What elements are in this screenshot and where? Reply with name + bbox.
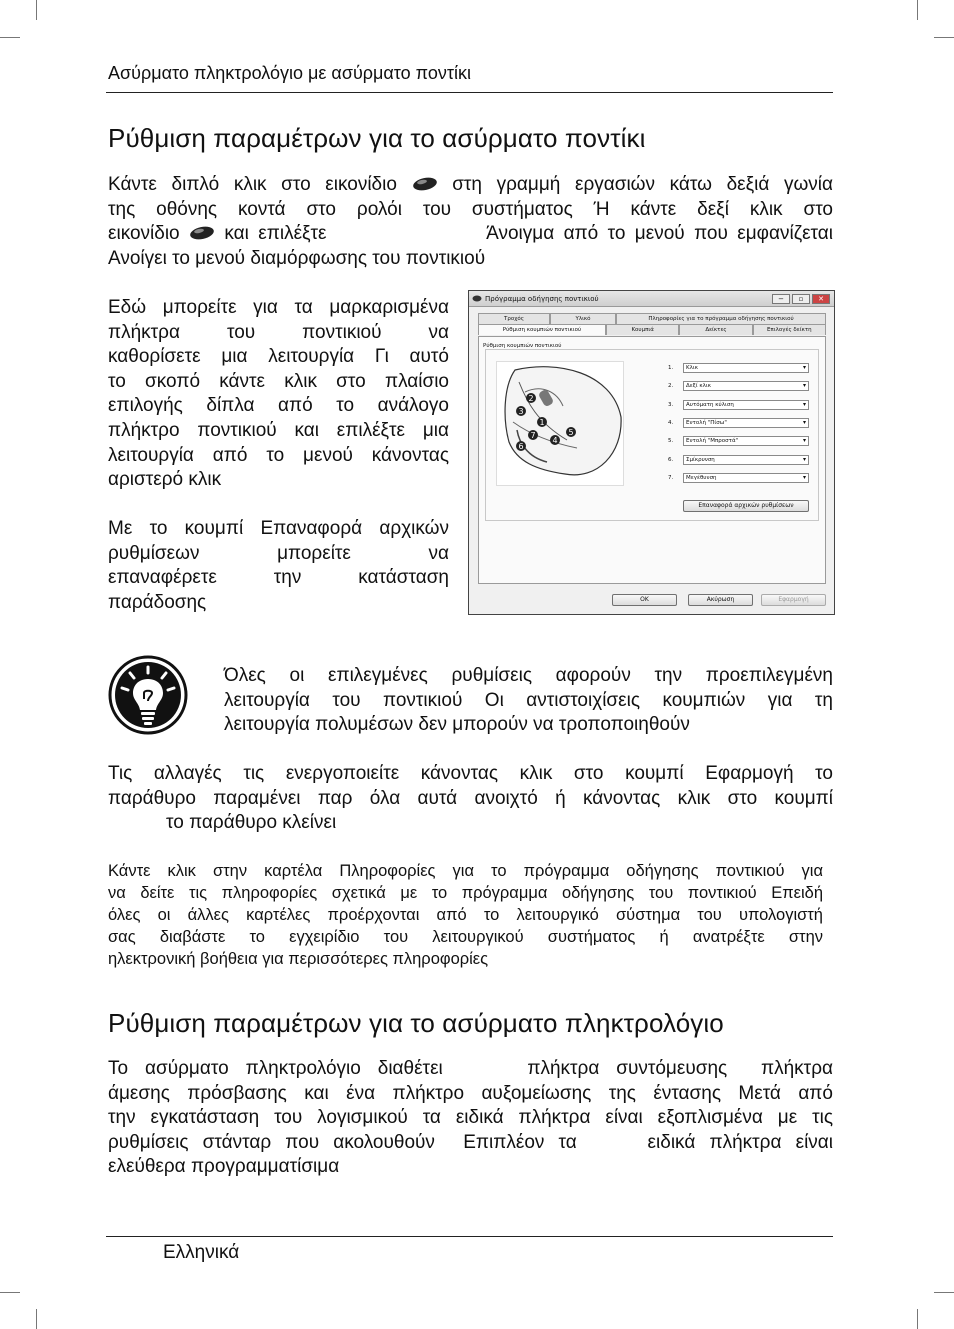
- tab-wheel[interactable]: Τροχός: [478, 313, 550, 324]
- crop-mark: [934, 37, 954, 38]
- mouse-driver-dialog: [468, 290, 835, 615]
- keyboard-paragraph: [108, 1057, 833, 1180]
- intro-paragraph: [108, 173, 833, 271]
- footer-language: Ελληνικά: [163, 1242, 240, 1263]
- tab-hardware[interactable]: Υλικό: [550, 313, 616, 324]
- dialog-title: Πρόγραμμα οδήγησης ποντικιού: [485, 295, 599, 303]
- mouse-label: 3: [518, 407, 524, 416]
- note-paragraph: [224, 664, 833, 738]
- ok-button[interactable]: OK: [612, 594, 677, 606]
- text-line: εικονίδιο και επιλέξτε Άνοιγμα από το μενού που εμφανίζεται: [108, 223, 833, 245]
- section-heading-mouse: Ρύθμιση παραμέτρων για το ασύρματο ποντίκι: [108, 123, 646, 153]
- mouse-label: 5: [568, 428, 574, 437]
- dialog-tabs: [478, 313, 826, 335]
- section-heading-keyboard: Ρύθμιση παραμέτρων για το ασύρματο πληκτρολόγιο: [108, 1008, 724, 1038]
- running-header: Ασύρματο πληκτρολόγιο με ασύρματο ποντίκι: [108, 63, 471, 83]
- lightbulb-tip-icon: [108, 655, 188, 735]
- text-line: επιλογής δίπλα από το ανάλογο: [108, 395, 449, 417]
- text-line: λειτουργία από το μενού κάνοντας: [108, 444, 449, 466]
- text-line: Τις αλλαγές τις ενεργοποιείτε κάνοντας κλικ στο κουμπί Εφαρμογή το: [108, 763, 833, 784]
- text-line: παράθυρο παραμένει παρ όλα αυτά ανοιχτό ή κάνοντας κλικ στο κουμπί: [108, 787, 833, 809]
- text-line: Εδώ μπορείτε για τα μαρκαρισμένα: [108, 297, 449, 318]
- crop-mark: [917, 1309, 918, 1329]
- button-2-select[interactable]: Δεξί κλικ ▾: [683, 381, 809, 391]
- text-line: ρυθμίσεων μπορείτε να: [108, 542, 449, 564]
- text-line: παράδοσης: [108, 591, 207, 613]
- row-number: 6.: [668, 457, 674, 463]
- apply-paragraph: [108, 762, 833, 836]
- cancel-button[interactable]: Ακύρωση: [688, 594, 753, 606]
- tab-pointers[interactable]: Δείκτες: [679, 324, 752, 335]
- text-line: το παράθυρο κλείνει: [166, 812, 337, 834]
- text-line: λειτουργία πολυμέσων δεν μπορούν να τροποποιηθούν: [224, 714, 690, 736]
- mouse-tray-icon: [412, 177, 438, 191]
- crop-mark: [36, 0, 37, 20]
- text-line: λειτουργία του ποντικιού Οι αντιστοιχίσεις κουμπιών για τη: [224, 689, 833, 711]
- driver-info-paragraph: [108, 860, 823, 970]
- button-5-select[interactable]: Εντολή "Μπροστά" ▾: [683, 436, 809, 446]
- crop-mark: [0, 37, 20, 38]
- button-1-select[interactable]: Κλικ ▾: [683, 363, 809, 373]
- apply-button[interactable]: Εφαρμογή: [761, 594, 826, 606]
- crop-mark: [0, 1292, 20, 1293]
- text-line: όλες οι άλλες καρτέλες προέρχονται από το λειτουργικό σύστημα του υπολογιστή: [108, 906, 823, 924]
- text-line: επαναφέρετε την κατάσταση: [108, 567, 449, 589]
- close-button[interactable]: ✕: [812, 294, 830, 304]
- text-line: άμεσης πρόσβασης και ένα πλήκτρο αυξομείωσης της έντασης Μετά από: [108, 1082, 833, 1104]
- minimize-button[interactable]: −: [772, 294, 790, 304]
- button-7-select[interactable]: Μεγέθυνση ▾: [683, 473, 809, 483]
- tab-buttons[interactable]: Κουμπιά: [606, 324, 679, 335]
- text-line: πλήκτρο ποντικιού και επιλέξτε μια: [108, 419, 449, 441]
- mouse-label: 7: [530, 431, 536, 440]
- text-line: ρυθμίσεις στάνταρ που ακολουθούν Επιπλέον τα ειδικά πλήκτρα είναι: [108, 1131, 833, 1153]
- group-label: Ρύθμιση κουμπιών ποντικιού: [483, 343, 562, 349]
- crop-mark: [36, 1309, 37, 1329]
- maximize-button[interactable]: ▫: [792, 294, 810, 304]
- row-number: 7.: [668, 475, 674, 481]
- text-line: Κάντε κλικ στην καρτέλα Πληροφορίες για το πρόγραμμα οδήγησης ποντικιού για: [108, 862, 823, 880]
- button-4-select[interactable]: Εντολή "Πίσω" ▾: [683, 418, 809, 428]
- mouse-illustration: [496, 361, 624, 486]
- row-number: 4.: [668, 420, 674, 426]
- row-number: 2.: [668, 383, 674, 389]
- footer-rule: [106, 1236, 833, 1237]
- tab-button-settings[interactable]: Ρύθμιση κουμπιών ποντικιού: [478, 324, 606, 335]
- text-line: το σκοπό κάντε κλικ στο πλαίσιο: [108, 370, 449, 392]
- text-line: την εγκατάσταση του λογισμικού τα ειδικά πλήκτρα είναι εξοπλισμένα με τις: [108, 1107, 833, 1129]
- reset-paragraph: [108, 517, 449, 615]
- text-line: να δείτε τις πληροφορίες σχετικά με το πρόγραμμα οδήγησης του ποντικιού Επειδή: [108, 884, 823, 902]
- mouse-label: 4: [552, 436, 558, 445]
- mouse-label: 6: [518, 442, 524, 451]
- text-line: ελεύθερα προγραμματίσιμα: [108, 1156, 340, 1178]
- mouse-label: 2: [528, 394, 534, 403]
- text-line: αριστερό κλικ: [108, 469, 222, 491]
- text-line: Το ασύρματο πληκτρολόγιο διαθέτει πλήκτρα συντόμευσης πλήκτρα: [108, 1058, 833, 1079]
- text-line: Με το κουμπί Επαναφορά αρχικών: [108, 518, 449, 539]
- text-line: Ανοίγει το μενού διαμόρφωσης του ποντικιού: [108, 247, 486, 269]
- text-line: πλήκτρα του ποντικιού να: [108, 321, 449, 343]
- crop-mark: [917, 0, 918, 20]
- row-number: 1.: [668, 365, 674, 371]
- button-6-select[interactable]: Σμίκρυνση ▾: [683, 455, 809, 465]
- mouse-drawing: [497, 362, 623, 485]
- mouse-label: 1: [539, 418, 545, 427]
- mouse-buttons-paragraph: [108, 296, 449, 493]
- crop-mark: [934, 1292, 954, 1293]
- text-line: σας διαβάστε το εγχειρίδιο του λειτουργικού συστήματος ή ανατρέξτε στην: [108, 928, 823, 946]
- header-rule: [106, 92, 833, 93]
- row-number: 5.: [668, 438, 674, 444]
- text-line: Κάντε διπλό κλικ στο εικονίδιο στη γραμμή εργασιών κάτω δεξιά γωνία: [108, 174, 833, 195]
- mouse-tray-icon: [189, 226, 215, 240]
- tab-driver-info[interactable]: Πληροφορίες για το πρόγραμμα οδήγησης ποντικιού: [616, 313, 826, 324]
- dialog-titlebar: [469, 291, 834, 307]
- text-line: της οθόνης κοντά στο ρολόι του συστήματος Ή κάντε δεξί κλικ στο: [108, 198, 833, 220]
- button-3-select[interactable]: Αυτόματη κύλιση ▾: [683, 400, 809, 410]
- text-line: ηλεκτρονική βοήθεια για περισσότερες πληροφορίες: [108, 950, 489, 968]
- reset-defaults-button[interactable]: Επαναφορά αρχικών ρυθμίσεων: [683, 500, 809, 512]
- text-line: καθορίσετε μια λειτουργία Γι αυτό: [108, 346, 449, 368]
- row-number: 3.: [668, 402, 674, 408]
- text-line: Όλες οι επιλεγμένες ρυθμίσεις αφορούν την προεπιλεγμένη: [224, 665, 833, 686]
- mouse-tray-icon: [472, 295, 482, 302]
- tab-pointer-options[interactable]: Επιλογές δείκτη: [753, 324, 826, 335]
